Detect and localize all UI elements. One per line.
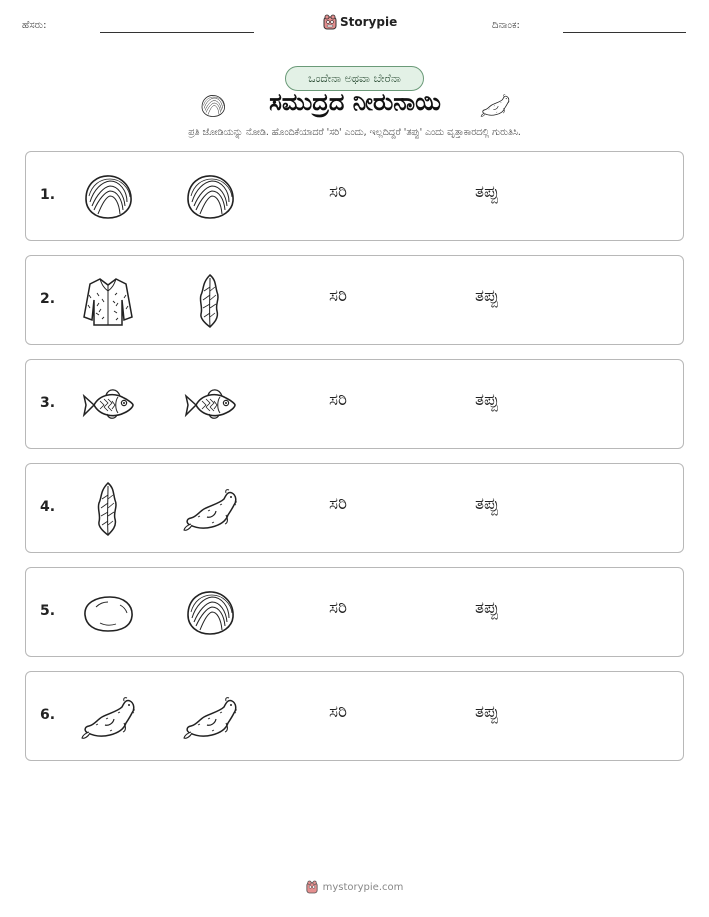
question-row (25, 151, 684, 241)
fur-coat-icon (80, 273, 136, 329)
true-option[interactable]: ಸರಿ (329, 494, 348, 514)
footer (0, 880, 709, 894)
name-label: ಹೆಸರು: (22, 20, 47, 31)
storypie-mascot-icon (323, 14, 337, 30)
name-input-line[interactable] (100, 32, 254, 33)
fish-icon (80, 377, 136, 433)
worksheet-title: ಸಮುದ್ರದ ನೀರುನಾಯಿ (269, 88, 441, 116)
question-number: 3. (40, 395, 56, 411)
false-option[interactable]: ತಪ್ಪು (475, 390, 500, 410)
clam-icon (182, 585, 238, 641)
brand-name: Storypie (340, 15, 398, 29)
clam-icon (80, 169, 136, 225)
clam-icon (182, 169, 238, 225)
question-row (25, 671, 684, 761)
question-number: 1. (40, 187, 56, 203)
true-option[interactable]: ಸರಿ (329, 598, 348, 618)
false-option[interactable]: ತಪ್ಪು (475, 286, 500, 306)
date-input-line[interactable] (563, 32, 686, 33)
question-number: 5. (40, 603, 56, 619)
true-option[interactable]: ಸರಿ (329, 702, 348, 722)
kelp-icon (80, 481, 136, 537)
true-option[interactable]: ಸರಿ (329, 286, 348, 306)
instructions: ಪ್ರತಿ ಜೋಡಿಯನ್ನು ನೋಡಿ. ಹೊಂದಿಕೆಯಾದರೆ 'ಸರಿ' ಎಂದು, ಇಲ್ಲದಿದ್ದರೆ 'ತಪ್ಪು' ಎಂದು ವೃತ್ತಾಕಾರದಲ್ಲಿ ಗುರುತಿಸಿ. (188, 127, 521, 138)
question-row (25, 567, 684, 657)
header-row (0, 14, 709, 38)
question-row (25, 463, 684, 553)
fish-icon (182, 377, 238, 433)
sea-otter-icon (80, 689, 136, 745)
sea-otter-icon (478, 90, 512, 120)
clam-icon (199, 92, 227, 120)
date-label: ದಿನಾಂಕ: (492, 20, 520, 31)
title-row (0, 88, 709, 122)
footer-url: mystorypie.com (322, 881, 404, 893)
brand-logo (323, 14, 397, 30)
question-row (25, 255, 684, 345)
false-option[interactable]: ತಪ್ಪು (475, 598, 500, 618)
rock-icon (80, 585, 136, 641)
sea-otter-icon (182, 689, 238, 745)
false-option[interactable]: ತಪ್ಪು (475, 494, 500, 514)
question-number: 6. (40, 707, 56, 723)
kelp-icon (182, 273, 238, 329)
sea-otter-icon (182, 481, 238, 537)
activity-badge: ಒಂದೇನಾ ಅಥವಾ ಬೇರೆನಾ (285, 66, 424, 91)
question-row (25, 359, 684, 449)
question-number: 2. (40, 291, 56, 307)
true-option[interactable]: ಸರಿ (329, 390, 348, 410)
false-option[interactable]: ತಪ್ಪು (475, 182, 500, 202)
question-number: 4. (40, 499, 56, 515)
true-option[interactable]: ಸರಿ (329, 182, 348, 202)
false-option[interactable]: ತಪ್ಪು (475, 702, 500, 722)
storypie-mascot-icon (306, 880, 318, 894)
